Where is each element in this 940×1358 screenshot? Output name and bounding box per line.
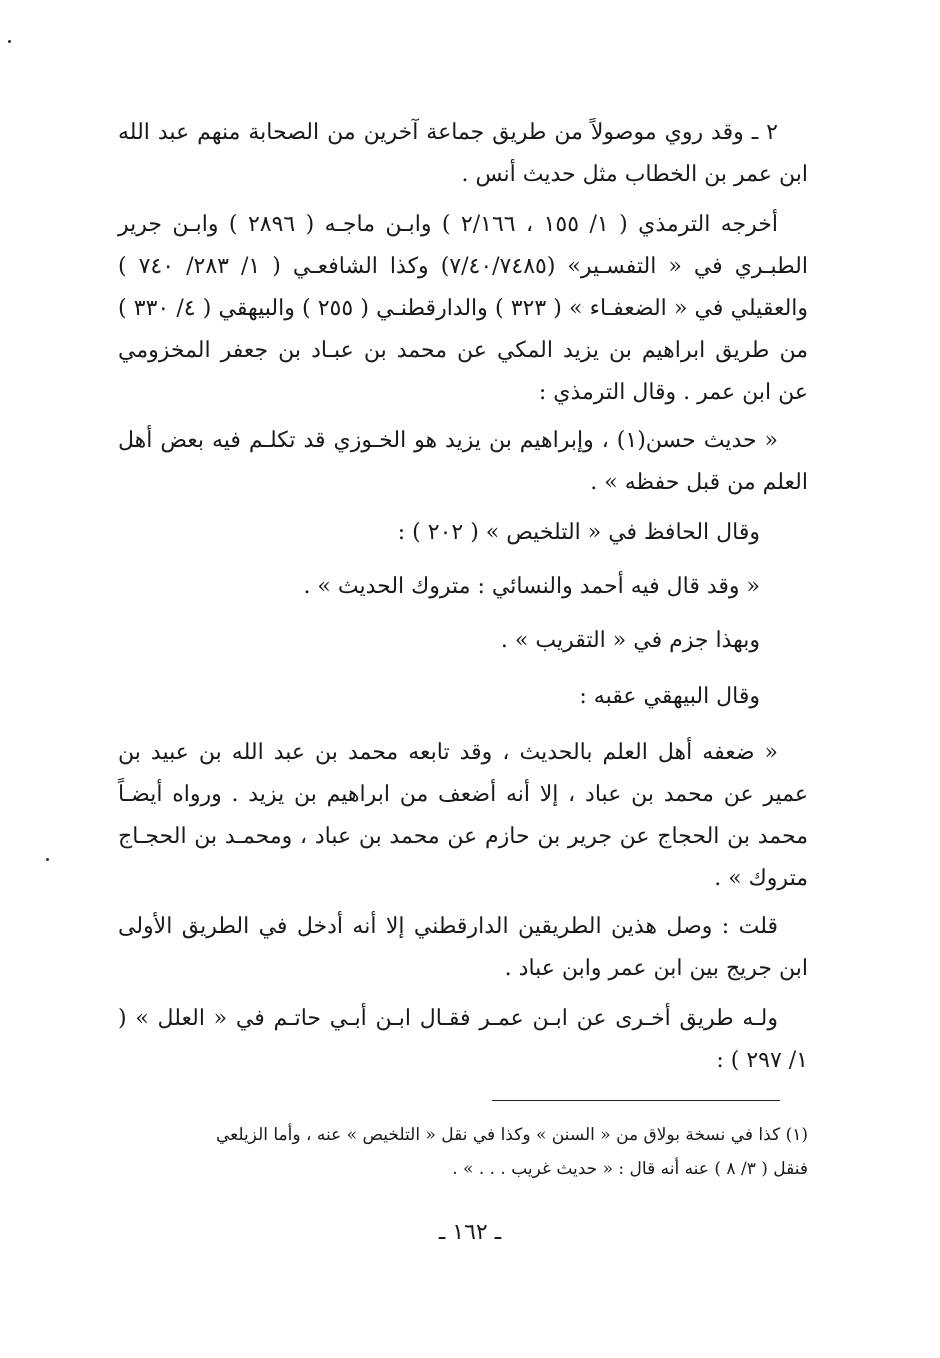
paragraph-10	[118, 998, 808, 1082]
paragraph-2	[118, 204, 808, 414]
paragraph-1-text: ٢ ـ وقد روي موصولاً من طريق جماعة آخرين من الصحابة منهم عبد الله ابن عمر بن الخطاب مثل حديث أنس .	[118, 120, 808, 187]
footnote-line-2: فنقل ( ٣/ ٨ ) عنه أنه قال : « حديث غريب . . . » .	[452, 1159, 808, 1179]
paragraph-5	[160, 566, 760, 608]
paragraph-2-text: أخرجه الترمذي ( ١/ ١٥٥ ، ٢/١٦٦ ) وابـن ماجـه ( ٢٨٩٦ ) وابـن جرير الطبـري في « التفسـير» (٧/٤٠/٧٤٨٥) وكذا الشافعـي ( ١/ ٢٨٣/ ٧٤٠ ) والعقيلي في « الضعفـاء » ( ٣٢٣ ) والدارقطنـي ( ٢٥٥ ) والبيهقي ( ٤/ ٣٣٠ ) من طريق ابراهيم بن يزيد المكي عن محمد بن عبـاد بن جعفر المخزومي عن ابن عمر . وقال الترمذي :	[118, 212, 809, 405]
paragraph-6-text: وبهذا جزم في « التقريب » .	[500, 628, 760, 653]
paragraph-7	[160, 676, 760, 718]
footnote-separator	[492, 1100, 780, 1101]
page-number: ـ ١٦٢ ـ	[438, 1220, 502, 1245]
footnote	[118, 1118, 808, 1186]
paragraph-8	[118, 732, 808, 900]
paragraph-8-text: « ضعفه أهل العلم بالحديث ، وقد تابعه محمد بن عبد الله بن عبيد بن عمير عن محمد بن عباد ، إلا أنه أضعف من ابراهيم بن يزيد . ورواه أيضـاً محمد بن الحجاج عن جرير بن حازم عن محمد بن عباد ، ومحمـد بن الحجـاج متروك » .	[118, 740, 808, 891]
paragraph-4-text: وقال الحافظ في « التلخيص » ( ٢٠٢ ) :	[397, 520, 760, 545]
paragraph-6	[160, 620, 760, 662]
paragraph-4	[160, 512, 760, 554]
paragraph-3	[118, 420, 808, 504]
paragraph-9-text: قلت : وصل هذين الطريقين الدارقطني إلا أنه أدخل في الطريق الأولى ابن جريج بين ابن عمر وابن عباد .	[118, 914, 808, 981]
scan-speck	[8, 40, 11, 43]
paragraph-1	[118, 112, 808, 196]
paragraph-10-text: ولـه طريق أخـرى عن ابـن عمـر فقـال ابـن أبـي حاتـم في « العلل » ( ١/ ٢٩٧ ) :	[118, 1006, 808, 1073]
footnote-line-1: (١) كذا في نسخة بولاق من « السنن » وكذا في نقل « التلخيص » عنه ، وأما الزيلعي	[215, 1125, 808, 1145]
paragraph-7-text: وقال البيهقي عقبه :	[579, 684, 760, 709]
paragraph-3-text: « حديث حسن(١) ، وإبراهيم بن يزيد هو الخـوزي قد تكلـم فيه بعض أهل العلم من قبل حفظه » .	[118, 428, 808, 495]
paragraph-5-text: « وقد قال فيه أحمد والنسائي : متروك الحديث » .	[303, 574, 760, 599]
paragraph-9	[118, 906, 808, 990]
scan-speck	[46, 858, 49, 861]
